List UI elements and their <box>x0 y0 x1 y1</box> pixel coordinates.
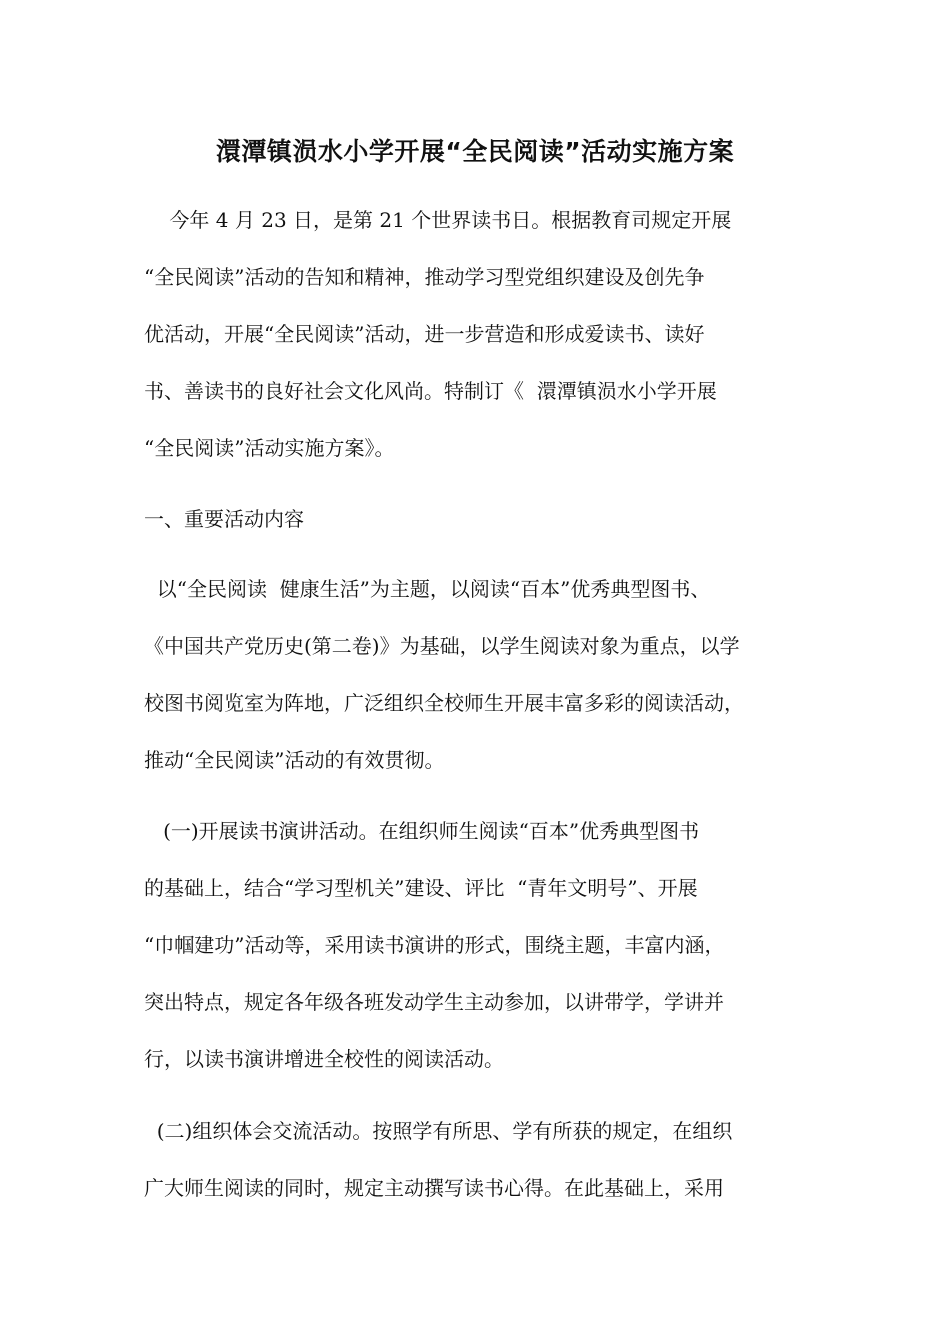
document-title: 澴潭镇涢水小学开展“全民阅读”活动实施方案 <box>215 137 735 166</box>
item2-line-2: 广大师生阅读的同时，规定主动撰写读书心得。在此基础上，采用 <box>144 1176 724 1200</box>
item1-line-3: “巾帼建功”活动等，采用读书演讲的形式，围绕主题，丰富内涵， <box>144 933 725 957</box>
intro-line-2: “全民阅读”活动的告知和精神，推动学习型党组织建设及创先争 <box>144 265 705 289</box>
intro-line-1: 今年 4 月 23 日，是第 21 个世界读书日。根据教育司规定开展 <box>144 208 732 232</box>
item1-line-1: (一)开展读书演讲活动。在组织师生阅读“百本”优秀典型图书 <box>144 819 700 843</box>
item1-line-4: 突出特点，规定各年级各班发动学生主动参加，以讲带学，学讲并 <box>144 990 724 1014</box>
intro-line-5: “全民阅读”活动实施方案》。 <box>144 436 395 460</box>
item1-line-2: 的基础上，结合“学习型机关”建设、评比 “青年文明号”、开展 <box>144 876 698 900</box>
section1-line-1: 以“全民阅读 健康生活”为主题，以阅读“百本”优秀典型图书、 <box>144 577 711 601</box>
section1-line-3: 校图书阅览室为阵地，广泛组织全校师生开展丰富多彩的阅读活动， <box>144 691 744 715</box>
intro-line-4: 书、善读书的良好社会文化风尚。特制订《 澴潭镇涢水小学开展 <box>144 379 717 403</box>
section1-heading: 一、重要活动内容 <box>144 507 304 531</box>
section1-line-4: 推动“全民阅读”活动的有效贯彻。 <box>144 748 445 772</box>
intro-line-3: 优活动，开展“全民阅读”活动，进一步营造和形成爱读书、读好 <box>144 322 705 346</box>
item1-line-5: 行，以读书演讲增进全校性的阅读活动。 <box>144 1047 504 1071</box>
section1-line-2: 《中国共产党历史(第二卷)》为基础，以学生阅读对象为重点，以学 <box>144 634 740 658</box>
item2-line-1: (二)组织体会交流活动。按照学有所思、学有所获的规定，在组织 <box>144 1119 733 1143</box>
